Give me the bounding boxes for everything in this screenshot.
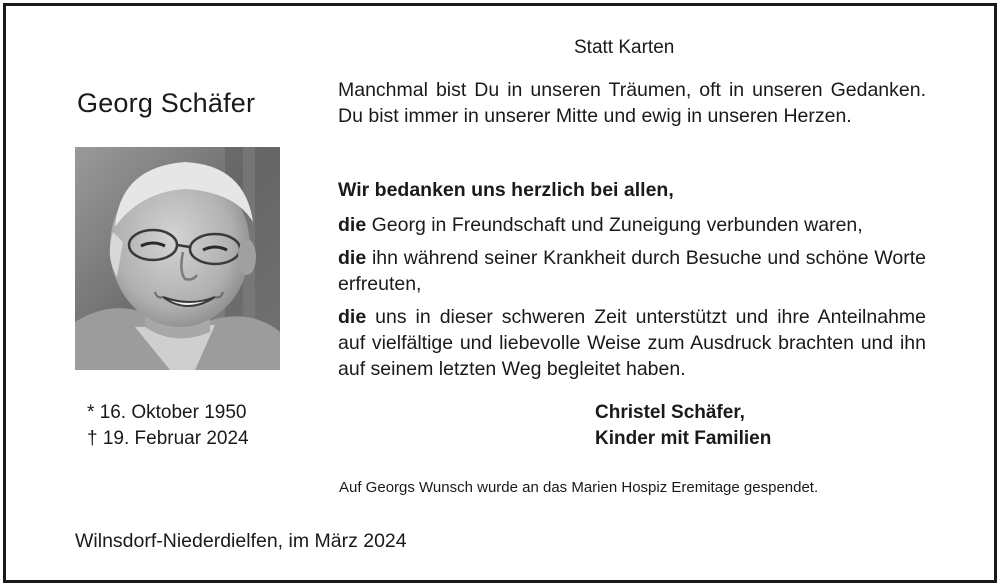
- thanks-item: [338, 212, 926, 238]
- signature-line: Kinder mit Familien: [595, 428, 772, 449]
- thanks-item-text: ihn während seiner Krankheit durch Besuche und schöne Worte erfreuten,: [338, 247, 926, 295]
- thanks-section: [338, 177, 926, 389]
- life-dates: [87, 400, 249, 452]
- portrait-image: [75, 147, 280, 370]
- portrait-photo: [75, 147, 280, 370]
- thanks-item: [338, 245, 926, 297]
- place-date: Wilnsdorf-Niederdielfen, im März 2024: [75, 530, 407, 552]
- death-date: † 19. Februar 2024: [87, 428, 249, 449]
- birth-date: * 16. Oktober 1950: [87, 402, 247, 423]
- signature: [595, 400, 771, 452]
- signature-line: Christel Schäfer,: [595, 402, 745, 423]
- deceased-name: Georg Schäfer: [77, 88, 256, 118]
- thanks-item-emphasis: die: [338, 214, 367, 236]
- thanks-item: [338, 304, 926, 382]
- notice-header: Statt Karten: [574, 37, 675, 58]
- thanks-item-emphasis: die: [338, 306, 367, 328]
- thanks-item-emphasis: die: [338, 247, 367, 269]
- memorial-quote: Manchmal bist Du in unseren Träumen, oft in unseren Gedanken. Du bist immer in unserer Mitte und ewig in unseren Herzen.: [338, 79, 926, 127]
- thanks-item-text: uns in dieser schweren Zeit unterstützt und ihre Anteilnahme auf vielfältige und liebevolle Weise zum Ausdruck brachten und ihn auf seinem letzten Weg begleitet haben.: [338, 306, 926, 380]
- donation-note: Auf Georgs Wunsch wurde an das Marien Hospiz Eremitage gespendet.: [339, 479, 819, 496]
- thanks-item-text: Georg in Freundschaft und Zuneigung verbunden waren,: [366, 214, 863, 236]
- thanks-lead: Wir bedanken uns herzlich bei allen,: [338, 179, 674, 201]
